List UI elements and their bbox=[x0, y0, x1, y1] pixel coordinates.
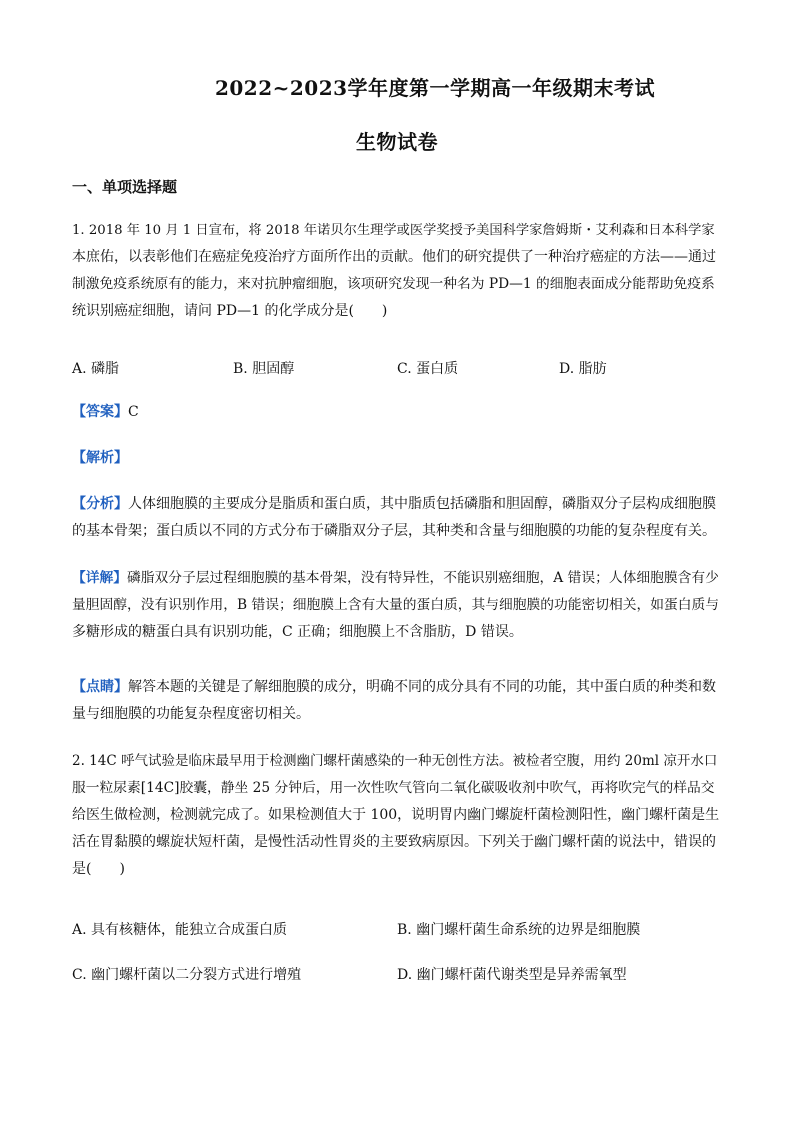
dianjing-line: 量与细胞膜的功能复杂程度密切相关。 bbox=[72, 706, 310, 722]
option-b: B. 胆固醇 bbox=[233, 361, 295, 377]
question-1-stem bbox=[72, 217, 724, 325]
option-b: B. 幽门螺杆菌生命系统的边界是细胞膜 bbox=[397, 922, 641, 938]
xiangjie-line: 量胆固醇，没有识别作用，B 错误；细胞膜上含有大量的蛋白质，其与细胞膜的功能密切相关，如蛋白质与 bbox=[72, 597, 719, 613]
question-2-line: 2. 14C 呼气试验是临床最早用于检测幽门螺杆菌感染的一种无创性方法。被检者空腹，用约 20ml 凉开水口 bbox=[72, 753, 718, 769]
option-d: D. 幽门螺杆菌代谢类型是异养需氧型 bbox=[397, 967, 627, 983]
question-2-line: 活在胃黏膜的螺旋状短杆菌，是慢性活动性胃炎的主要致病原因。下列关于幽门螺杆菌的说法中，错误的 bbox=[72, 834, 716, 850]
xiangjie-paragraph bbox=[72, 565, 724, 646]
question-1-line: 1. 2018 年 10 月 1 日宣布，将 2018 年诺贝尔生理学或医学奖授予美国科学家詹姆斯・艾利森和日本科学家 bbox=[72, 223, 715, 238]
answer-value: C bbox=[128, 404, 139, 420]
fenxi-paragraph bbox=[72, 491, 724, 545]
xiangjie-tag: 【详解】 bbox=[72, 570, 128, 586]
option-a: A. 具有核糖体，能独立合成蛋白质 bbox=[72, 922, 288, 938]
dianjing-tag: 【点睛】 bbox=[72, 679, 128, 695]
answer-tag: 【答案】 bbox=[72, 404, 128, 420]
question-2-options-row-2 bbox=[72, 963, 724, 987]
question-1-options bbox=[72, 357, 724, 381]
option-c: C. 幽门螺杆菌以二分裂方式进行增殖 bbox=[72, 967, 302, 983]
question-2-line: 是( ) bbox=[72, 861, 125, 877]
fenxi-tag: 【分析】 bbox=[72, 496, 128, 512]
dianjing-paragraph bbox=[72, 674, 724, 728]
exam-title: 2022~2023学年度第一学期高一年级期末考试 bbox=[214, 76, 656, 100]
analysis-line bbox=[72, 446, 128, 470]
question-2-line: 给医生做检测，检测就完成了。如果检测值大于 100，说明胃内幽门螺旋杆菌检测阳性，幽门螺杆菌是生 bbox=[72, 807, 720, 823]
question-2-stem bbox=[72, 748, 724, 883]
dianjing-line: 【点睛】解答本题的关键是了解细胞膜的成分，明确不同的成分具有不同的功能，其中蛋白质的种类和数 bbox=[72, 679, 716, 695]
fenxi-line: 的基本骨架；蛋白质以不同的方式分布于磷脂双分子层，其种类和含量与细胞膜的功能的复杂程度有关。 bbox=[72, 523, 716, 539]
question-2-options-row-1 bbox=[72, 918, 724, 942]
xiangjie-line: 多糖形成的糖蛋白具有识别功能，C 正确；细胞膜上不含脂肪，D 错误。 bbox=[72, 624, 523, 640]
section-heading: 一、单项选择题 bbox=[72, 178, 178, 196]
analysis-tag: 【解析】 bbox=[72, 450, 128, 466]
question-1-line: 制激免疫系统原有的能力，来对抗肿瘤细胞，该项研究发现一种名为 PD—1 的细胞表面成分能帮助免疫系 bbox=[72, 276, 715, 292]
option-c: C. 蛋白质 bbox=[397, 361, 459, 377]
question-1-line: 统识别癌症细胞，请问 PD—1 的化学成分是( ) bbox=[72, 303, 388, 319]
question-1-line: 本庶佑，以表彰他们在癌症免疫治疗方面所作出的贡献。他们的研究提供了一种治疗癌症的方法——通过 bbox=[72, 249, 716, 265]
answer-line bbox=[72, 400, 139, 424]
option-d: D. 脂肪 bbox=[559, 361, 607, 377]
xiangjie-line: 【详解】磷脂双分子层过程细胞膜的基本骨架，没有特异性，不能识别癌细胞，A 错误；人体细胞膜含有少 bbox=[72, 570, 719, 586]
exam-subtitle: 生物试卷 bbox=[356, 130, 438, 154]
fenxi-line: 【分析】人体细胞膜的主要成分是脂质和蛋白质，其中脂质包括磷脂和胆固醇，磷脂双分子层构成细胞膜 bbox=[72, 496, 716, 512]
option-a: A. 磷脂 bbox=[72, 361, 120, 377]
question-2-line: 服一粒尿素[14C]胶囊，静坐 25 分钟后，用一次性吹气管向二氧化碳吸收剂中吹气，再将吹完气的样品交 bbox=[72, 780, 715, 796]
